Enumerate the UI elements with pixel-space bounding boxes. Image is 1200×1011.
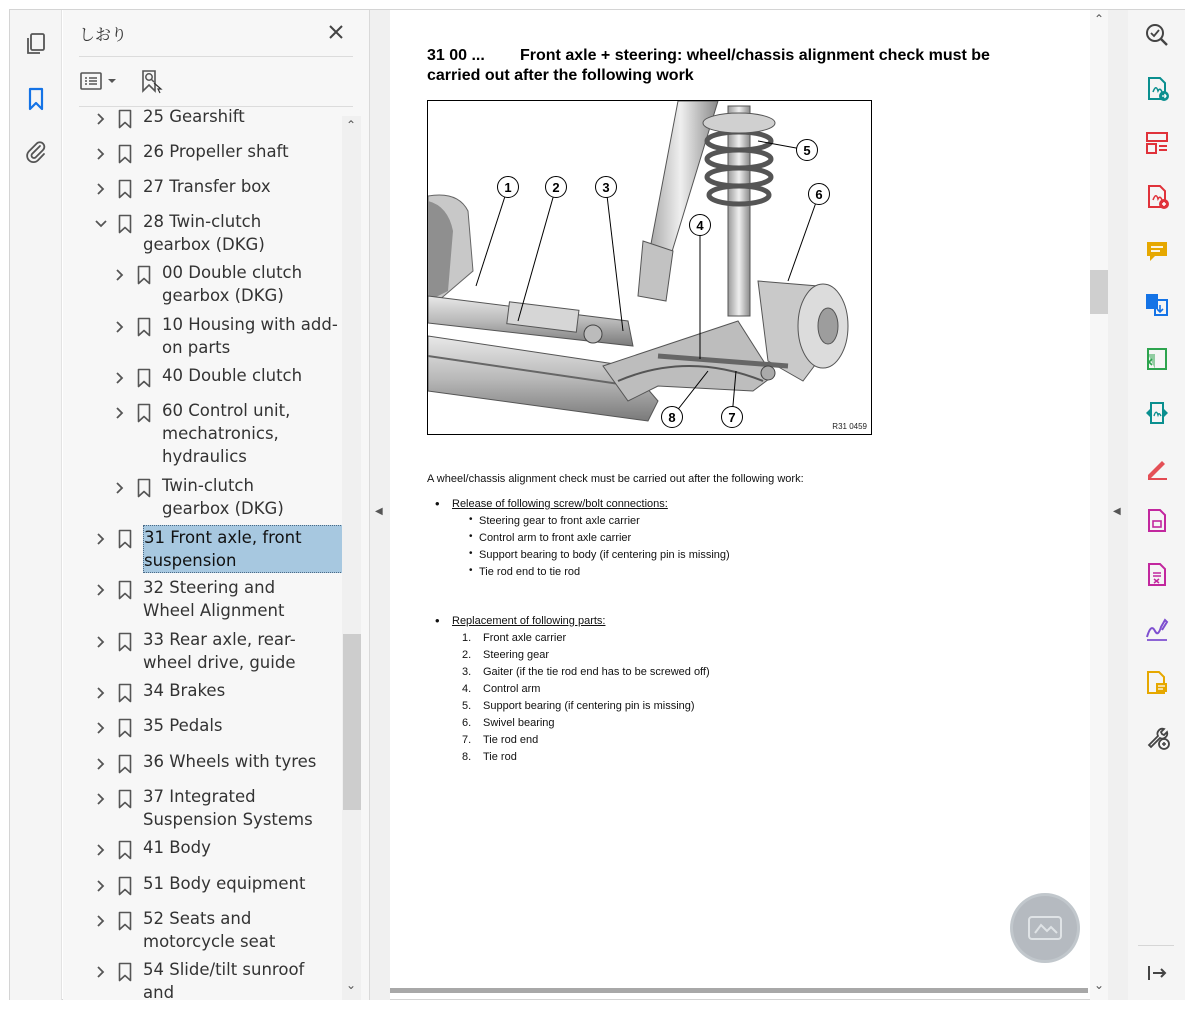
list-number: 2.: [462, 649, 472, 661]
bookmark-label[interactable]: 54 Slide/tilt sunroof and: [143, 960, 305, 1000]
scroll-thumb[interactable]: [343, 634, 361, 810]
section-heading: Replacement of following parts:: [452, 615, 606, 627]
assistant-floating-button[interactable]: [1010, 893, 1080, 963]
bookmark-icon: [118, 109, 132, 129]
callout-number: 5: [796, 139, 818, 161]
attachments-icon[interactable]: [22, 138, 50, 166]
chevron-right-icon[interactable]: [94, 721, 108, 735]
right-splitter[interactable]: [1108, 10, 1128, 1000]
list-number: 3.: [462, 666, 472, 678]
bookmark-label[interactable]: 26 Propeller shaft: [143, 142, 289, 161]
callout-number: 1: [497, 176, 519, 198]
replacement-list-item: [462, 734, 539, 746]
bookmark-label[interactable]: 51 Body equipment: [143, 874, 306, 893]
list-item-text: Control arm: [483, 683, 541, 695]
list-number: 7.: [462, 734, 472, 746]
bookmark-label[interactable]: 28 Twin-clutch gearbox (DKG): [143, 212, 265, 254]
list-item-text: Steering gear: [483, 649, 550, 661]
chevron-right-icon[interactable]: [113, 371, 127, 385]
top-edge: [0, 0, 1200, 9]
bookmark-icon: [118, 683, 132, 703]
bookmark-icon: [118, 754, 132, 774]
bookmarks-icon[interactable]: [22, 85, 50, 113]
replacement-list-item: [462, 683, 541, 695]
edit-pdf-icon[interactable]: [1142, 506, 1172, 536]
bookmark-label[interactable]: 33 Rear axle, rear-wheel drive, guide: [143, 630, 296, 672]
left-navigation-rail: [10, 10, 62, 1000]
list-item-text: Support bearing (if centering pin is missing): [483, 700, 695, 712]
chevron-right-icon[interactable]: [94, 182, 108, 196]
collapse-left-icon[interactable]: ◀: [375, 506, 383, 517]
panel-divider: [79, 56, 353, 57]
bookmark-icon: [118, 911, 132, 931]
assistant-icon: [1025, 913, 1065, 943]
document-scrollbar[interactable]: [1090, 10, 1108, 1000]
replacement-list-item: [462, 700, 695, 712]
title-line-2: carried out after the following work: [427, 67, 694, 84]
bullet-icon: •: [469, 514, 473, 525]
bullet-icon: •: [435, 496, 440, 511]
callout-number: 4: [689, 214, 711, 236]
export-pdf-icon[interactable]: [1142, 74, 1172, 104]
bookmark-icon: [118, 718, 132, 738]
replacement-list-item: [462, 717, 555, 729]
more-tools-icon[interactable]: [1142, 722, 1172, 752]
bookmark-icon: [118, 632, 132, 652]
bookmark-icon: [118, 962, 132, 982]
bookmark-icon: [118, 840, 132, 860]
find-bookmark-button[interactable]: [139, 66, 165, 96]
list-number: 5.: [462, 700, 472, 712]
bookmark-label[interactable]: 31 Front axle, front suspension: [143, 525, 343, 573]
bookmark-icon: [137, 368, 151, 388]
bookmark-label[interactable]: Twin-clutch gearbox (DKG): [162, 476, 284, 518]
bookmark-label[interactable]: 34 Brakes: [143, 681, 226, 700]
figure-reference: R31 0459: [832, 422, 867, 431]
replacement-list-item: [462, 751, 517, 763]
list-item-text: Front axle carrier: [483, 632, 567, 644]
chevron-right-icon[interactable]: [94, 112, 108, 126]
release-list-item: [469, 514, 640, 527]
bullet-icon: •: [469, 565, 473, 576]
toolbar-divider: [79, 106, 353, 107]
bookmark-search-icon: [139, 68, 165, 94]
optimize-pdf-icon[interactable]: [1142, 398, 1172, 428]
chevron-right-icon[interactable]: [94, 686, 108, 700]
bookmark-label[interactable]: 60 Control unit, mechatronics, hydraulics: [162, 401, 291, 466]
create-pdf-icon[interactable]: [1142, 182, 1172, 212]
callout-number: 6: [808, 183, 830, 205]
combine-files-icon[interactable]: [1142, 290, 1172, 320]
scroll-down-icon[interactable]: ⌄: [1094, 978, 1105, 992]
chevron-down-icon[interactable]: [94, 217, 108, 231]
list-number: 6.: [462, 717, 472, 729]
list-item-text: Tie rod end to tie rod: [479, 566, 581, 578]
close-icon[interactable]: [325, 21, 347, 43]
release-list-item: [469, 548, 730, 561]
compare-files-icon[interactable]: [1142, 344, 1172, 374]
bookmark-label[interactable]: 41 Body: [143, 838, 211, 857]
bullet-icon: •: [469, 548, 473, 559]
scroll-up-icon[interactable]: ⌃: [1094, 12, 1105, 26]
bookmark-label[interactable]: 32 Steering and Wheel Alignment: [143, 578, 285, 620]
replacement-list-item: [462, 649, 550, 661]
bookmark-label[interactable]: 36 Wheels with tyres: [143, 752, 317, 771]
list-number: 4.: [462, 683, 472, 695]
chevron-right-icon[interactable]: [113, 481, 127, 495]
replacement-list-item: [462, 632, 567, 644]
callout-number: 3: [595, 176, 617, 198]
redact-icon[interactable]: [1142, 560, 1172, 590]
bookmark-label[interactable]: 52 Seats and motorcycle seat: [143, 909, 276, 951]
list-number: 1.: [462, 632, 472, 644]
front-axle-diagram: [427, 100, 872, 435]
bookmarks-panel: [63, 10, 370, 1000]
panel-title: しおり: [79, 25, 128, 44]
bullet-icon: •: [435, 613, 440, 628]
bullet-icon: •: [469, 531, 473, 542]
bookmark-label[interactable]: 25 Gearshift: [143, 108, 245, 126]
chevron-right-icon[interactable]: [94, 879, 108, 893]
left-splitter[interactable]: [370, 10, 390, 1000]
bookmark-icon: [118, 580, 132, 600]
collapse-right-icon[interactable]: ◀: [1113, 506, 1121, 517]
page-title: [427, 46, 1027, 86]
bookmark-label[interactable]: 35 Pedals: [143, 716, 223, 735]
fill-sign-icon[interactable]: [1142, 452, 1172, 482]
list-item-text: Gaiter (if the tie rod end has to be screwed off): [483, 666, 710, 678]
list-options-icon: [79, 70, 119, 92]
title-line-1: Front axle + steering: wheel/chassis alignment check must be: [520, 47, 990, 64]
collapse-tools-icon[interactable]: [1142, 958, 1172, 988]
bookmark-label[interactable]: 10 Housing with add-on parts: [162, 315, 338, 357]
request-signature-icon[interactable]: [1142, 614, 1172, 644]
chevron-right-icon[interactable]: [94, 635, 108, 649]
tools-rail: [1128, 10, 1185, 1000]
bookmark-icon: [118, 789, 132, 809]
document-scroll-thumb[interactable]: [1090, 270, 1108, 314]
bookmark-icon: [137, 317, 151, 337]
replacement-list-item: [462, 666, 710, 678]
chevron-right-icon[interactable]: [94, 792, 108, 806]
bookmark-label[interactable]: 00 Double clutch gearbox (DKG): [162, 263, 303, 305]
bookmark-icon: [118, 179, 132, 199]
list-item-text: Control arm to front axle carrier: [479, 532, 632, 544]
bookmarks-scrollbar[interactable]: [342, 116, 361, 1000]
intro-text: A wheel/chassis alignment check must be carried out after the following work:: [427, 473, 804, 485]
bookmark-icon: [137, 403, 151, 423]
chevron-right-icon[interactable]: [94, 757, 108, 771]
page-thumbnails-icon[interactable]: [22, 30, 50, 58]
zoom-icon[interactable]: [1142, 20, 1172, 50]
bookmark-tree: [63, 108, 343, 1000]
bookmark-icon: [118, 529, 132, 549]
chevron-right-icon[interactable]: [113, 406, 127, 420]
comment-icon[interactable]: [1142, 236, 1172, 266]
bookmark-icon: [137, 478, 151, 498]
horizontal-scrollbar[interactable]: [390, 988, 1088, 993]
list-item-text: Steering gear to front axle carrier: [479, 515, 640, 527]
callout-number: 8: [661, 406, 683, 428]
bookmark-icon: [118, 214, 132, 234]
chevron-right-icon[interactable]: [113, 268, 127, 282]
chevron-right-icon[interactable]: [94, 843, 108, 857]
scroll-up-icon[interactable]: ⌃: [346, 118, 357, 132]
organize-pages-icon[interactable]: [1142, 128, 1172, 158]
list-item-text: Tie rod: [483, 751, 517, 763]
list-item-text: Swivel bearing: [483, 717, 555, 729]
chevron-right-icon[interactable]: [94, 583, 108, 597]
bookmark-icon: [118, 144, 132, 164]
callout-number: 7: [721, 406, 743, 428]
bookmark-label[interactable]: 27 Transfer box: [143, 177, 271, 196]
bookmark-icon: [137, 265, 151, 285]
bookmark-icon: [118, 876, 132, 896]
tools-divider: [1138, 945, 1174, 946]
list-number: 8.: [462, 751, 472, 763]
title-number: 31 00 ...: [427, 47, 485, 64]
chevron-right-icon[interactable]: [94, 965, 108, 979]
document-page: [390, 10, 1090, 990]
list-item-text: Support bearing to body (if centering pin is missing): [479, 549, 730, 561]
chevron-right-icon[interactable]: [113, 320, 127, 334]
protect-pdf-icon[interactable]: [1142, 668, 1172, 698]
release-list-item: [469, 565, 581, 578]
scroll-down-icon[interactable]: ⌄: [346, 978, 357, 992]
callout-number: 2: [545, 176, 567, 198]
release-list-item: [469, 531, 632, 544]
section-heading: Release of following screw/bolt connections:: [452, 498, 668, 510]
bookmark-label[interactable]: 37 Integrated Suspension Systems: [143, 787, 313, 829]
chevron-right-icon[interactable]: [94, 914, 108, 928]
list-item-text: Tie rod end: [483, 734, 539, 746]
chevron-right-icon[interactable]: [94, 147, 108, 161]
chevron-right-icon[interactable]: [94, 532, 108, 546]
bookmark-label[interactable]: 40 Double clutch: [162, 366, 303, 385]
bookmark-options-button[interactable]: [79, 66, 119, 96]
